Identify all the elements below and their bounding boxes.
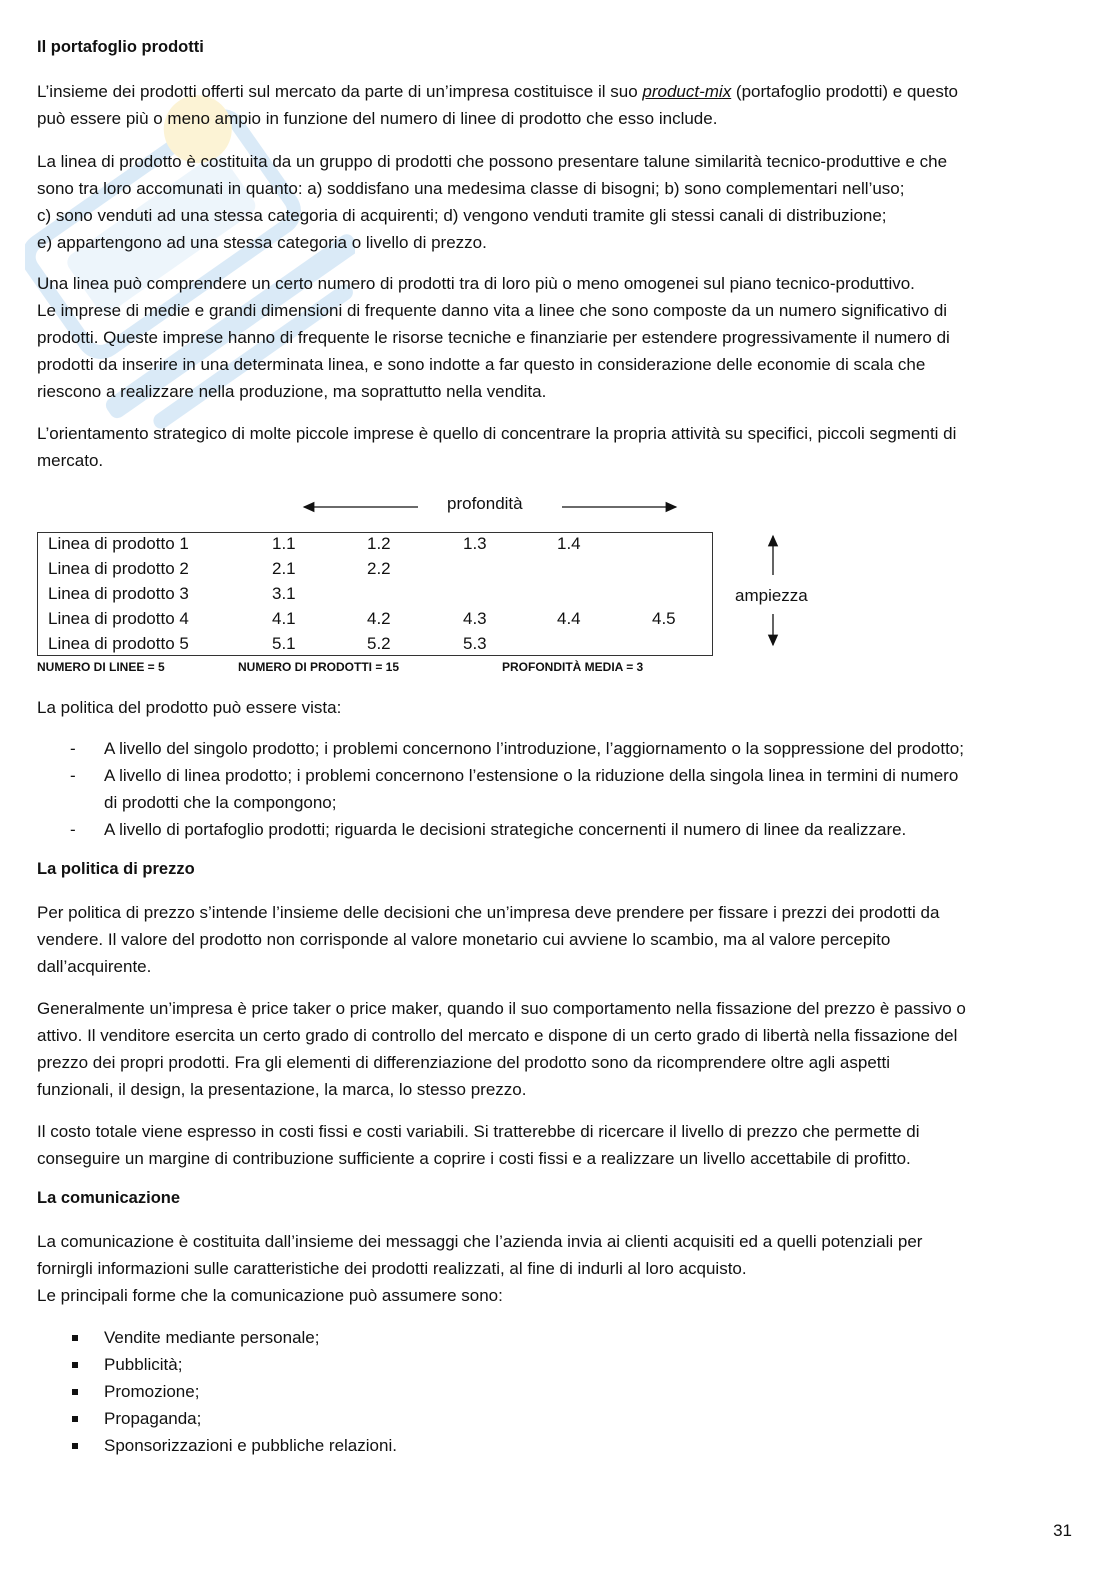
square-bullet: [72, 1443, 78, 1449]
text-line: La linea di prodotto è costituita da un gruppo di prodotti che possono presentare talune similarità tecnico-produttive e che: [37, 152, 948, 171]
text-run: (portafoglio prodotti) e questo: [731, 82, 959, 101]
text-run: L’insieme dei prodotti offerti sul mercato da parte di un’impresa costituisce il suo: [37, 82, 643, 101]
section-title-prezzo: La politica di prezzo: [37, 860, 195, 878]
paragraph-politica-prezzo: [37, 899, 1077, 980]
row-label: Linea di prodotto 4: [48, 609, 189, 628]
dash-marker: -: [70, 766, 76, 785]
product-cell: 5.2: [367, 634, 391, 653]
product-cell: 4.5: [652, 609, 676, 628]
depth-label: profondità: [447, 494, 523, 513]
row-label: Linea di prodotto 2: [48, 559, 189, 578]
text-line: mercato.: [37, 451, 104, 470]
text-line: funzionali, il design, la presentazione, la marca, lo stesso prezzo.: [37, 1080, 527, 1099]
product-cell: 3.1: [272, 584, 296, 603]
text-line: L’orientamento strategico di molte piccole imprese è quello di concentrare la propria attività su specifici, piccoli segmenti di: [37, 424, 957, 443]
page-number: 31: [1053, 1521, 1072, 1540]
list-item-text: Sponsorizzazioni e pubbliche relazioni.: [104, 1436, 397, 1455]
product-cell: 1.1: [272, 534, 296, 553]
text-line: Una linea può comprendere un certo numero di prodotti tra di loro più o meno omogenei sul piano tecnico-produttivo.: [37, 274, 915, 293]
product-cell: 1.4: [557, 534, 581, 553]
text-line: La politica del prodotto può essere vista:: [37, 698, 342, 717]
square-bullet: [72, 1389, 78, 1395]
product-cell: 5.1: [272, 634, 296, 653]
text-line: prezzo dei propri prodotti. Fra gli elementi di differenziazione del prodotto sono da ricomprendere oltre agli aspetti: [37, 1053, 890, 1072]
text-line: conseguire un margine di contribuzione sufficiente a coprire i costi fissi e a realizzare un livello accettabile di profitto.: [37, 1149, 911, 1168]
list-item: [37, 762, 1077, 816]
list-item: [37, 816, 1077, 843]
text-line: prodotti. Queste imprese hanno di frequente le risorse tecniche e finanziarie per estendere progressivamente il numero di: [37, 328, 950, 347]
product-mix-table: [37, 532, 713, 656]
product-cell: 1.2: [367, 534, 391, 553]
text-line: Il costo totale viene espresso in costi fissi e costi variabili. Si tratterebbe di ricercare il livello di prezzo che permette di: [37, 1122, 920, 1141]
product-cell: 1.3: [463, 534, 487, 553]
list-item-text: Propaganda;: [104, 1409, 202, 1428]
list-item: [37, 1432, 1077, 1459]
square-bullet: [72, 1416, 78, 1422]
list-item: [37, 735, 1077, 762]
paragraph-costo-totale: [37, 1118, 1077, 1172]
list-item: [37, 1324, 1077, 1351]
footer-num-prodotti: NUMERO DI PRODOTTI = 15: [238, 660, 400, 674]
product-cell: 2.1: [272, 559, 296, 578]
dash-marker: -: [70, 820, 76, 839]
row-label: Linea di prodotto 1: [48, 534, 189, 553]
list-item-text: Vendite mediante personale;: [104, 1328, 320, 1347]
text-line: Le imprese di medie e grandi dimensioni di frequente danno vita a linee che sono composte da un numero significativo di: [37, 301, 948, 320]
list-item: [37, 1405, 1077, 1432]
square-bullet: [72, 1335, 78, 1341]
text-line: dall’acquirente.: [37, 957, 152, 976]
text-line: vendere. Il valore del prodotto non corrisponde al valore monetario cui avviene lo scambio, ma al valore percepito: [37, 930, 891, 949]
text-line: prodotti da inserire in una determinata linea, e sono indotte a far questo in considerazione delle economie di scala che: [37, 355, 926, 374]
text-line: di prodotti che la compongono;: [104, 793, 337, 812]
text-line: Generalmente un’impresa è price taker o price maker, quando il suo comportamento nella fissazione del prezzo è passivo o: [37, 999, 966, 1018]
product-cell: 2.2: [367, 559, 391, 578]
list-item: [37, 1378, 1077, 1405]
width-label: ampiezza: [735, 586, 808, 605]
footer-profondita-media: PROFONDITÀ MEDIA = 3: [502, 660, 644, 674]
paragraph-price-taker: [37, 995, 1077, 1103]
text-line: può essere più o meno ampio in funzione del numero di linee di prodotto che esso include.: [37, 109, 718, 128]
text-line: riescono a realizzare nella produzione, ma soprattutto nella vendita.: [37, 382, 547, 401]
square-bullet: [72, 1362, 78, 1368]
dash-marker: -: [70, 739, 76, 758]
text-line: attivo. Il venditore esercita un certo grado di controllo del mercato e dispone di un certo grado di libertà nella fissazione del: [37, 1026, 958, 1045]
product-cell: 4.1: [272, 609, 296, 628]
product-cell: 4.2: [367, 609, 391, 628]
footer-num-linee: NUMERO DI LINEE = 5: [37, 660, 165, 674]
text-line: Le principali forme che la comunicazione può assumere sono:: [37, 1286, 503, 1305]
text-line: sono tra loro accomunati in quanto: a) soddisfano una medesima classe di bisogni; b) sono complementari nell’uso;: [37, 179, 905, 198]
list-item-text: Pubblicità;: [104, 1355, 183, 1374]
section-title-comunicazione: La comunicazione: [37, 1189, 181, 1207]
paragraph-comunicazione: [37, 1228, 1077, 1309]
list-item: [37, 1351, 1077, 1378]
comunicazione-forms-list: [37, 1324, 1077, 1459]
product-mix-term: product-mix: [642, 82, 732, 101]
text-line: Per politica di prezzo s’intende l’insieme delle decisioni che un’impresa deve prendere per fissare i prezzi dei prodotti da: [37, 903, 940, 922]
row-label: Linea di prodotto 5: [48, 634, 189, 653]
text-line: fornirgli informazioni sulle caratteristiche dei prodotti realizzati, al fine di indurli al loro acquisto.: [37, 1259, 747, 1278]
list-item-text: Promozione;: [104, 1382, 200, 1401]
text-line: c) sono venduti ad una stessa categoria di acquirenti; d) vengono venduti tramite gli stessi canali di distribuzione;: [37, 206, 887, 225]
text-line: La comunicazione è costituita dall’insieme dei messaggi che l’azienda invia ai clienti acquisiti ed a quelli potenziali per: [37, 1232, 923, 1251]
text-line: A livello di portafoglio prodotti; riguarda le decisioni strategiche concernenti il numero di linee da realizzare.: [104, 820, 907, 839]
text-line: A livello di linea prodotto; i problemi concernono l’estensione o la riduzione della singola linea in termini di numero: [104, 766, 959, 785]
policy-intro: [37, 694, 1077, 721]
product-cell: 4.4: [557, 609, 581, 628]
product-cell: 5.3: [463, 634, 487, 653]
policy-list: [37, 735, 1077, 843]
product-cell: 4.3: [463, 609, 487, 628]
row-label: Linea di prodotto 3: [48, 584, 189, 603]
section-title-portafoglio: Il portafoglio prodotti: [37, 38, 204, 56]
text-line: A livello del singolo prodotto; i problemi concernono l’introduzione, l’aggiornamento o la soppressione del prodotto;: [104, 739, 964, 758]
text-line: e) appartengono ad una stessa categoria o livello di prezzo.: [37, 233, 487, 252]
